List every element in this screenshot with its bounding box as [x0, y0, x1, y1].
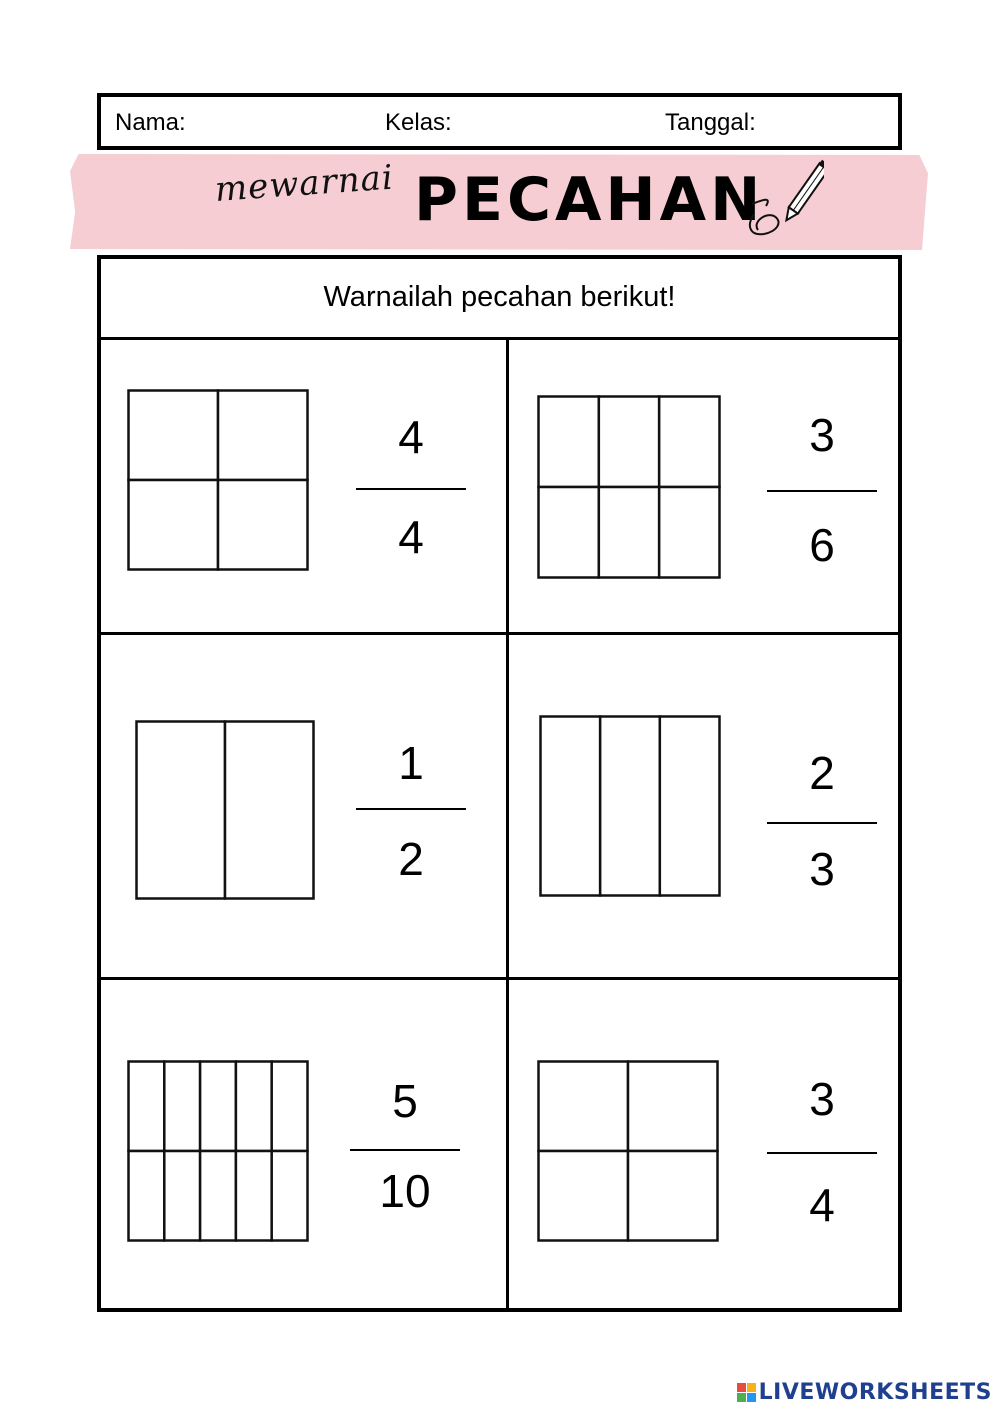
fraction-part[interactable] — [539, 1151, 629, 1241]
fraction-grid — [127, 1060, 309, 1242]
brand-name: LIVEWORKSHEETS — [758, 1380, 992, 1405]
divider-line — [97, 337, 902, 340]
student-info-header — [97, 93, 902, 150]
fraction-part[interactable] — [659, 397, 719, 488]
fraction-part[interactable] — [200, 1151, 236, 1241]
fraction-part[interactable] — [236, 1062, 272, 1152]
divider-line — [97, 632, 902, 635]
fraction-grid — [537, 395, 721, 579]
footer-logo — [737, 1380, 992, 1405]
fraction-denominator: 3 — [809, 843, 835, 895]
fraction-bar — [356, 488, 466, 490]
fraction-part[interactable] — [164, 1062, 200, 1152]
fraction-grid — [537, 1060, 719, 1242]
fraction-part[interactable] — [272, 1151, 308, 1241]
fraction-numerator: 4 — [398, 411, 424, 463]
fraction-part[interactable] — [137, 722, 226, 899]
fraction-numerator: 5 — [392, 1075, 418, 1127]
fraction-denominator: 4 — [398, 511, 424, 563]
fraction-part[interactable] — [659, 487, 719, 578]
fraction-part[interactable] — [628, 1151, 718, 1241]
fraction-part[interactable] — [599, 487, 659, 578]
class-label: Kelas: — [385, 109, 452, 136]
fraction-part[interactable] — [599, 397, 659, 488]
date-label: Tanggal: — [665, 109, 756, 136]
fraction-part[interactable] — [129, 1151, 165, 1241]
fraction-numerator: 1 — [398, 737, 424, 789]
fraction-part[interactable] — [218, 480, 308, 570]
fraction-part[interactable] — [218, 391, 308, 481]
fraction-bar — [350, 1149, 460, 1151]
pencil-icon — [744, 156, 824, 242]
fraction-part[interactable] — [660, 717, 720, 896]
fraction-part[interactable] — [272, 1062, 308, 1152]
divider-line — [506, 337, 509, 1312]
fraction-bar — [767, 490, 877, 492]
fraction-part[interactable] — [129, 1062, 165, 1152]
fraction-part[interactable] — [600, 717, 660, 896]
fraction-denominator: 10 — [379, 1165, 431, 1217]
fraction-part[interactable] — [236, 1151, 272, 1241]
fraction-denominator: 6 — [809, 519, 835, 571]
fraction-part[interactable] — [539, 1062, 629, 1152]
fraction-bar — [767, 822, 877, 824]
fraction-part[interactable] — [129, 480, 219, 570]
fraction-part[interactable] — [225, 722, 314, 899]
fraction-part[interactable] — [541, 717, 601, 896]
title-script: mewarnai — [213, 157, 395, 210]
fraction-part[interactable] — [129, 391, 219, 481]
divider-line — [97, 977, 902, 980]
fraction-numerator: 2 — [809, 747, 835, 799]
fraction-part[interactable] — [539, 487, 599, 578]
fraction-denominator: 2 — [398, 833, 424, 885]
fraction-grid — [539, 715, 721, 897]
fraction-grid — [127, 389, 309, 571]
name-label: Nama: — [115, 109, 186, 136]
fraction-bar — [356, 808, 466, 810]
fraction-part[interactable] — [164, 1151, 200, 1241]
fraction-numerator: 3 — [809, 1073, 835, 1125]
page-title: PECAHAN — [414, 165, 765, 235]
fraction-part[interactable] — [628, 1062, 718, 1152]
fraction-part[interactable] — [539, 397, 599, 488]
fraction-bar — [767, 1152, 877, 1154]
fraction-numerator: 3 — [809, 409, 835, 461]
fraction-denominator: 4 — [809, 1179, 835, 1231]
fraction-part[interactable] — [200, 1062, 236, 1152]
instruction-text: Warnailah pecahan berikut! — [323, 280, 676, 313]
fraction-grid — [135, 720, 315, 900]
brand-logo-icon — [737, 1383, 756, 1402]
